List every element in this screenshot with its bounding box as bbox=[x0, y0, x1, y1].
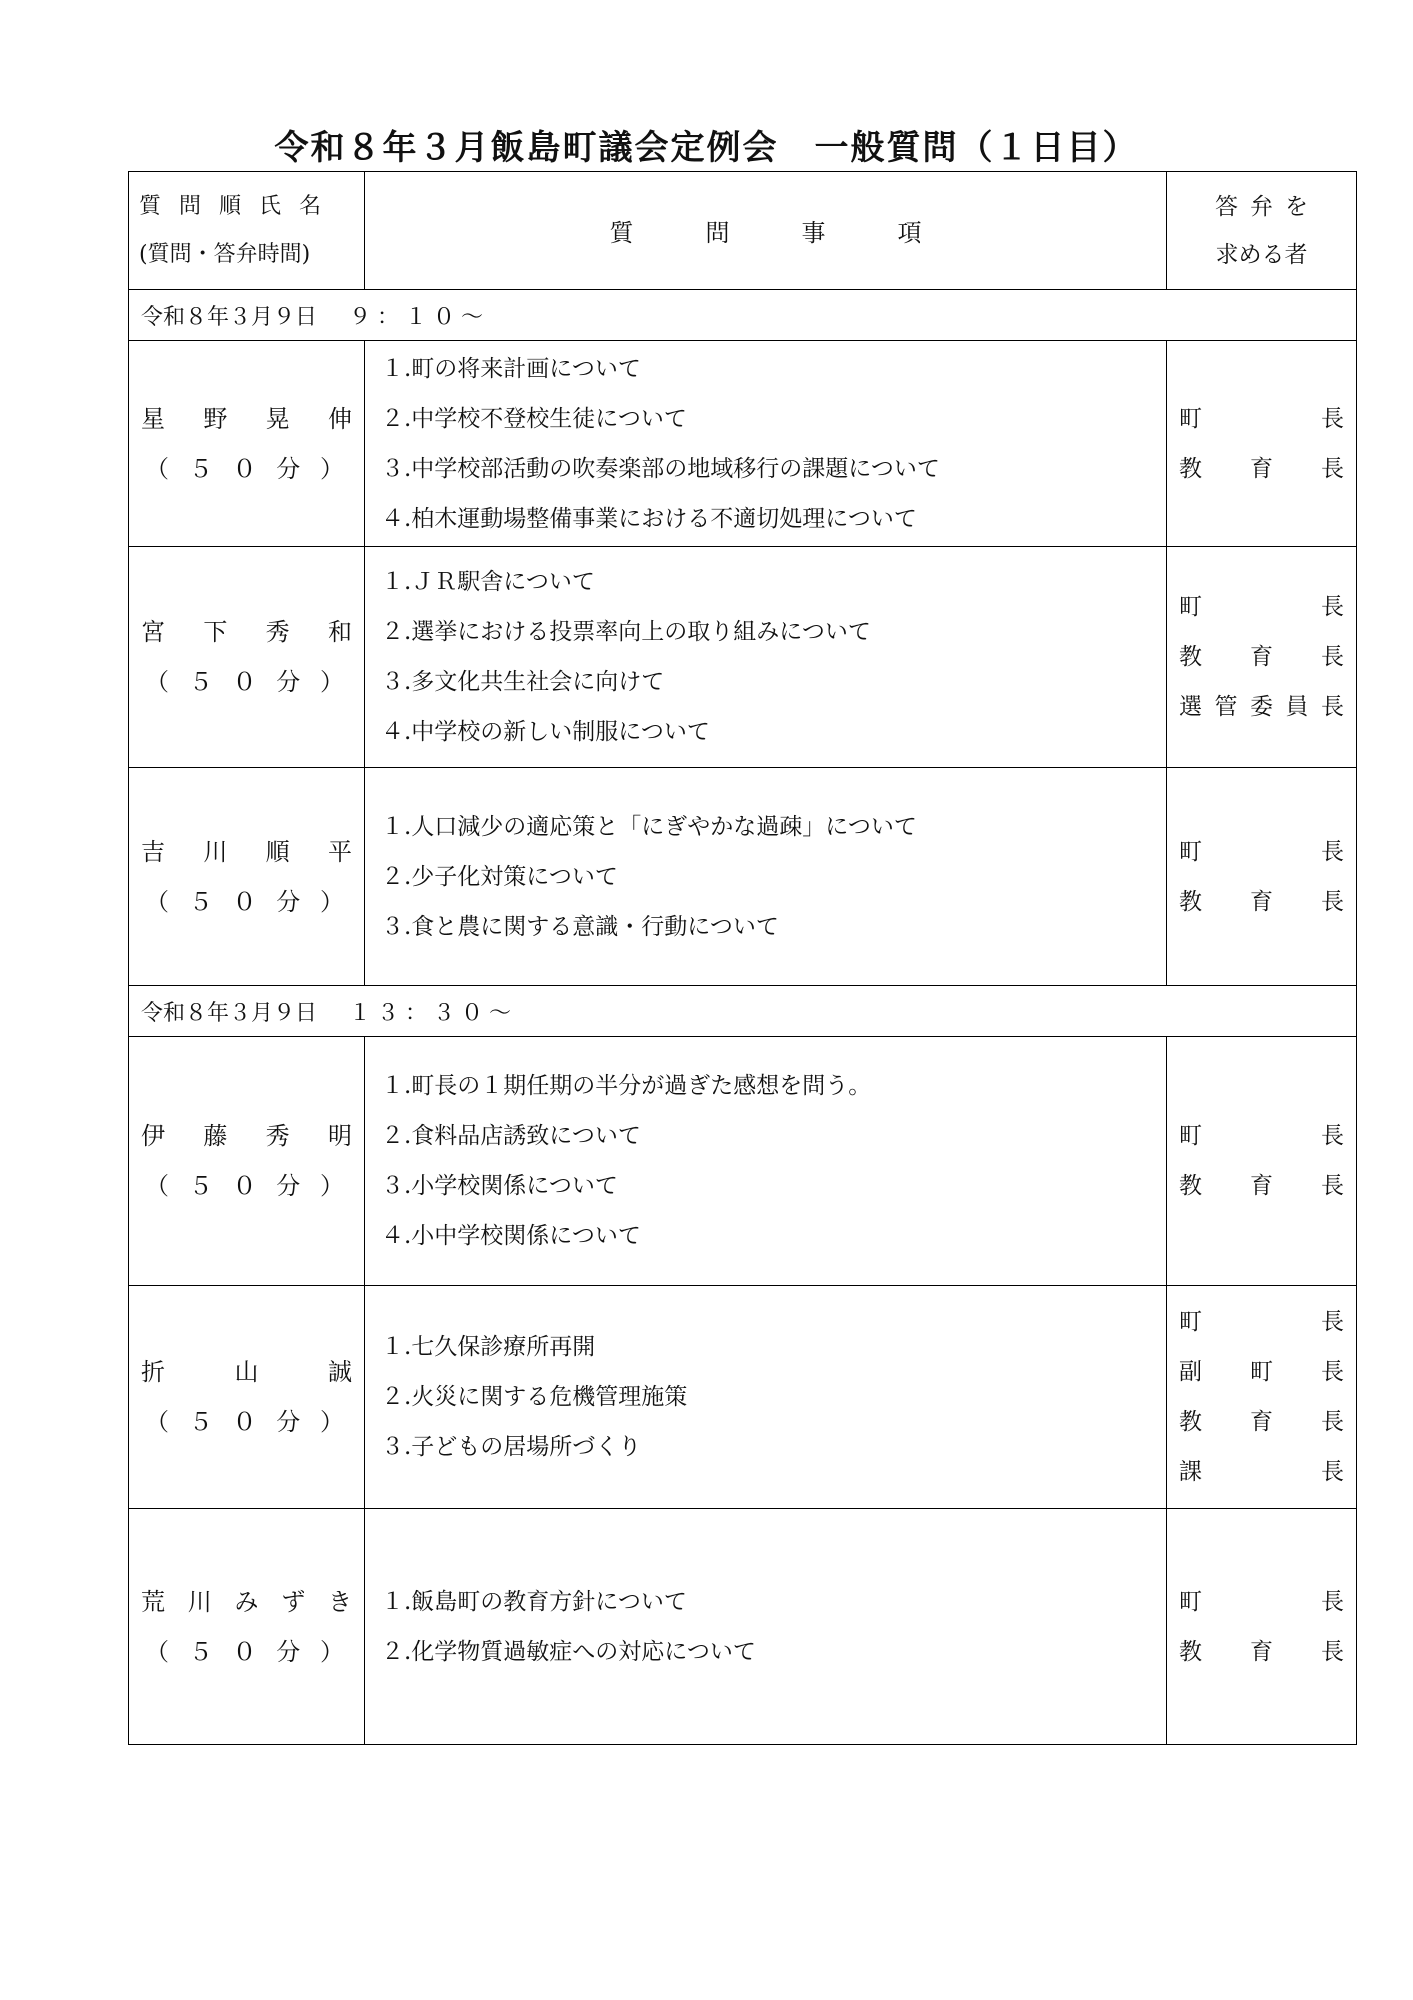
question-item: １.ＪＲ駅舎について bbox=[381, 569, 595, 595]
member-name-char: 和 bbox=[327, 618, 352, 646]
respondent-item bbox=[1179, 1577, 1344, 1627]
question-item: ３.中学校部活動の吹奏楽部の地域移行の課題について bbox=[381, 455, 940, 482]
member-row bbox=[129, 547, 1357, 768]
member-name-char: 明 bbox=[327, 1122, 352, 1150]
member-time-char: ） bbox=[320, 668, 344, 696]
member-time-char: ５ bbox=[188, 1637, 213, 1666]
member-name-char: 荒 bbox=[141, 1587, 165, 1616]
question-item: １.人口減少の適応策と「にぎやかな過疎」について bbox=[381, 813, 917, 840]
member-row bbox=[129, 1286, 1357, 1509]
member-name-char: 吉 bbox=[141, 837, 165, 866]
header-questions-label: 質問事項 bbox=[609, 219, 994, 247]
session-cell bbox=[129, 986, 1357, 1037]
questions-cell bbox=[365, 768, 1167, 986]
member-time-char: 分 bbox=[276, 1408, 301, 1436]
member-name-cell bbox=[129, 1286, 365, 1509]
member-row bbox=[129, 341, 1357, 547]
member-time-char: （ bbox=[145, 1637, 169, 1666]
question-item: １.飯島町の教育方針について bbox=[381, 1588, 687, 1615]
member-time-char: （ bbox=[145, 454, 169, 483]
session-date: 令和８年３月９日 bbox=[141, 304, 318, 330]
respondent-char: 町 bbox=[1179, 1309, 1202, 1335]
question-item: ２.食料品店誘致について bbox=[381, 1123, 641, 1149]
question-item: ２.中学校不登校生徒について bbox=[381, 405, 687, 432]
question-schedule-table bbox=[128, 171, 1357, 1745]
respondents-cell bbox=[1167, 1037, 1357, 1286]
member-time-char: ５ bbox=[188, 668, 213, 696]
respondent-item bbox=[1179, 394, 1344, 444]
question-item: ４.中学校の新しい制服について bbox=[381, 719, 710, 745]
header-respondent-label-2: 求める者 bbox=[1215, 241, 1308, 268]
respondent-char: 町 bbox=[1250, 1359, 1273, 1385]
respondent-char: 育 bbox=[1250, 1409, 1273, 1435]
respondent-char: 副 bbox=[1179, 1359, 1202, 1385]
member-name-char: 秀 bbox=[265, 618, 290, 646]
member-time-char: （ bbox=[145, 1408, 169, 1436]
member-time bbox=[141, 1397, 352, 1447]
respondent-item bbox=[1179, 1447, 1344, 1497]
question-item: ２.少子化対策について bbox=[381, 863, 618, 890]
member-time-char: （ bbox=[145, 1172, 169, 1200]
question-item: ２.火災に関する危機管理施策 bbox=[381, 1384, 688, 1410]
member-name-cell bbox=[129, 768, 365, 986]
respondent-char: 課 bbox=[1179, 1459, 1202, 1485]
member-time-char: 分 bbox=[276, 887, 301, 916]
respondent-char: 教 bbox=[1179, 1409, 1202, 1435]
question-item: １.町の将来計画について bbox=[381, 355, 641, 382]
respondent-char: 教 bbox=[1179, 644, 1202, 670]
respondent-char: 教 bbox=[1179, 1173, 1202, 1199]
member-time-char: ０ bbox=[232, 1172, 257, 1200]
member-name bbox=[141, 394, 352, 444]
respondent-item bbox=[1179, 1627, 1344, 1677]
member-time-char: ５ bbox=[188, 1172, 213, 1200]
questions-cell bbox=[365, 341, 1167, 547]
member-name-char: 順 bbox=[265, 837, 290, 866]
member-time-char: 分 bbox=[276, 1172, 301, 1200]
member-name-char: 平 bbox=[327, 837, 352, 866]
respondents-cell bbox=[1167, 547, 1357, 768]
header-name-label: 質問順氏名 bbox=[139, 193, 340, 219]
respondent-char: 長 bbox=[1321, 1123, 1344, 1149]
member-time-char: ） bbox=[320, 1637, 344, 1666]
respondent-char: 育 bbox=[1250, 1173, 1273, 1199]
respondent-char: 長 bbox=[1321, 838, 1344, 865]
member-time-char: ０ bbox=[232, 1637, 257, 1666]
question-item: ３.食と農に関する意識・行動について bbox=[381, 913, 779, 940]
respondent-char: 町 bbox=[1179, 1123, 1202, 1149]
member-name-char: き bbox=[328, 1587, 352, 1616]
member-time-char: 分 bbox=[276, 454, 301, 483]
member-name-char: 星 bbox=[141, 404, 165, 433]
member-time-char: ） bbox=[320, 1172, 344, 1200]
respondent-char: 教 bbox=[1179, 888, 1202, 915]
member-time-char: ） bbox=[320, 887, 344, 916]
respondent-item bbox=[1179, 827, 1344, 877]
member-time-char: ５ bbox=[188, 1408, 213, 1436]
respondent-item bbox=[1179, 1347, 1344, 1397]
member-name bbox=[141, 1111, 352, 1161]
question-item: ３.子どもの居場所づくり bbox=[381, 1434, 642, 1460]
member-time-char: ５ bbox=[188, 454, 213, 483]
header-questions-cell bbox=[365, 172, 1167, 290]
member-name-char: 川 bbox=[187, 1587, 212, 1616]
respondent-char: 選 bbox=[1179, 694, 1202, 720]
respondent-char: 長 bbox=[1321, 1173, 1344, 1199]
member-time-char: 分 bbox=[276, 668, 301, 696]
questions-cell bbox=[365, 1037, 1167, 1286]
member-time-char: ０ bbox=[232, 887, 257, 916]
member-name-cell bbox=[129, 341, 365, 547]
respondents-cell bbox=[1167, 341, 1357, 547]
member-name-char: 晃 bbox=[265, 404, 290, 433]
respondents-cell bbox=[1167, 768, 1357, 986]
respondent-char: 員 bbox=[1285, 694, 1309, 720]
respondents-cell bbox=[1167, 1286, 1357, 1509]
session-row bbox=[129, 290, 1357, 341]
respondent-char: 育 bbox=[1250, 644, 1273, 670]
session-time: ９：１０～ bbox=[349, 304, 490, 330]
header-respondent-label-1: 答弁を bbox=[1215, 193, 1320, 220]
session-row bbox=[129, 986, 1357, 1037]
respondent-item bbox=[1179, 582, 1344, 632]
session-cell bbox=[129, 290, 1357, 341]
member-name bbox=[141, 827, 352, 877]
respondent-item bbox=[1179, 1397, 1344, 1447]
member-name-char: 伊 bbox=[141, 1122, 165, 1150]
member-name-char: 野 bbox=[203, 404, 228, 433]
header-row bbox=[129, 172, 1357, 290]
member-name-char: ず bbox=[281, 1587, 306, 1616]
member-name-cell bbox=[129, 547, 365, 768]
respondent-char: 長 bbox=[1321, 694, 1344, 720]
respondent-item bbox=[1179, 444, 1344, 494]
member-time-char: ） bbox=[320, 1408, 344, 1436]
page-title: 令和８年３月飯島町議会定例会 一般質問（１日目） bbox=[274, 128, 1139, 168]
member-time bbox=[141, 877, 352, 927]
respondent-char: 町 bbox=[1179, 594, 1202, 620]
member-time bbox=[141, 444, 352, 494]
respondent-item bbox=[1179, 1111, 1344, 1161]
questions-cell bbox=[365, 547, 1167, 768]
respondent-char: 町 bbox=[1179, 838, 1202, 865]
member-time-char: （ bbox=[145, 668, 169, 696]
respondent-char: 教 bbox=[1179, 455, 1202, 482]
member-name-char: 伸 bbox=[327, 404, 352, 433]
question-item: １.七久保診療所再開 bbox=[381, 1334, 596, 1360]
respondent-item bbox=[1179, 682, 1344, 732]
question-item: ４.小中学校関係について bbox=[381, 1223, 641, 1249]
member-time-char: ０ bbox=[232, 1408, 257, 1436]
question-item: ４.柏木運動場整備事業における不適切処理について bbox=[381, 505, 917, 532]
header-respondent-cell bbox=[1167, 172, 1357, 290]
respondent-char: 長 bbox=[1321, 1309, 1344, 1335]
respondent-char: 長 bbox=[1321, 1459, 1344, 1485]
member-name-cell bbox=[129, 1037, 365, 1286]
question-item: ３.小学校関係について bbox=[381, 1173, 618, 1199]
respondent-char: 長 bbox=[1321, 1359, 1344, 1385]
member-time-char: ０ bbox=[232, 454, 257, 483]
header-name-cell bbox=[129, 172, 365, 290]
respondent-char: 町 bbox=[1179, 1588, 1202, 1615]
questions-cell bbox=[365, 1286, 1167, 1509]
member-name-char: 宮 bbox=[141, 618, 165, 646]
table-body bbox=[129, 172, 1357, 1745]
member-time-char: 分 bbox=[276, 1637, 301, 1666]
member-time bbox=[141, 657, 352, 707]
member-time bbox=[141, 1161, 352, 1211]
respondent-char: 長 bbox=[1321, 1588, 1344, 1615]
question-item: ２.化学物質過敏症への対応について bbox=[381, 1638, 756, 1665]
member-name-char: 下 bbox=[203, 618, 228, 646]
question-item: ２.選挙における投票率向上の取り組みについて bbox=[381, 619, 871, 645]
member-time-char: ５ bbox=[188, 887, 213, 916]
respondent-item bbox=[1179, 632, 1344, 682]
member-row bbox=[129, 1037, 1357, 1286]
respondent-char: 教 bbox=[1179, 1638, 1202, 1665]
respondent-item bbox=[1179, 1297, 1344, 1347]
respondent-char: 長 bbox=[1321, 1409, 1344, 1435]
member-row bbox=[129, 1509, 1357, 1745]
respondent-char: 育 bbox=[1250, 1638, 1273, 1665]
member-row bbox=[129, 768, 1357, 986]
member-time-char: ０ bbox=[232, 668, 257, 696]
respondent-char: 長 bbox=[1321, 644, 1344, 670]
respondent-char: 町 bbox=[1179, 405, 1202, 432]
respondent-char: 長 bbox=[1321, 455, 1344, 482]
respondent-char: 育 bbox=[1250, 888, 1273, 915]
member-name-char: 折 bbox=[141, 1358, 165, 1386]
respondent-char: 長 bbox=[1321, 594, 1344, 620]
member-name-cell bbox=[129, 1509, 365, 1745]
member-name bbox=[141, 1577, 352, 1627]
question-item: １.町長の１期任期の半分が過ぎた感想を問う。 bbox=[381, 1073, 872, 1099]
respondent-item bbox=[1179, 1161, 1344, 1211]
member-name-char: 誠 bbox=[328, 1358, 352, 1386]
respondent-char: 長 bbox=[1321, 1638, 1344, 1665]
member-name-char: 藤 bbox=[203, 1122, 228, 1150]
member-name-char: 川 bbox=[203, 837, 228, 866]
question-item: ３.多文化共生社会に向けて bbox=[381, 669, 665, 695]
respondent-item bbox=[1179, 877, 1344, 927]
respondent-char: 長 bbox=[1321, 405, 1344, 432]
respondent-char: 長 bbox=[1321, 888, 1344, 915]
respondents-cell bbox=[1167, 1509, 1357, 1745]
session-time: １３：３０～ bbox=[349, 1000, 518, 1026]
respondent-char: 管 bbox=[1214, 694, 1238, 720]
questions-cell bbox=[365, 1509, 1167, 1745]
member-name-char: 秀 bbox=[265, 1122, 290, 1150]
member-time-char: （ bbox=[145, 887, 169, 916]
session-date: 令和８年３月９日 bbox=[141, 1000, 318, 1026]
member-name bbox=[141, 607, 352, 657]
member-name-char: み bbox=[234, 1587, 259, 1616]
header-time-label: (質問・答弁時間) bbox=[139, 241, 311, 267]
member-time bbox=[141, 1627, 352, 1677]
member-name bbox=[141, 1347, 352, 1397]
respondent-char: 育 bbox=[1250, 455, 1273, 482]
member-name-char: 山 bbox=[234, 1358, 259, 1386]
respondent-char: 委 bbox=[1250, 694, 1273, 720]
member-time-char: ） bbox=[320, 454, 344, 483]
